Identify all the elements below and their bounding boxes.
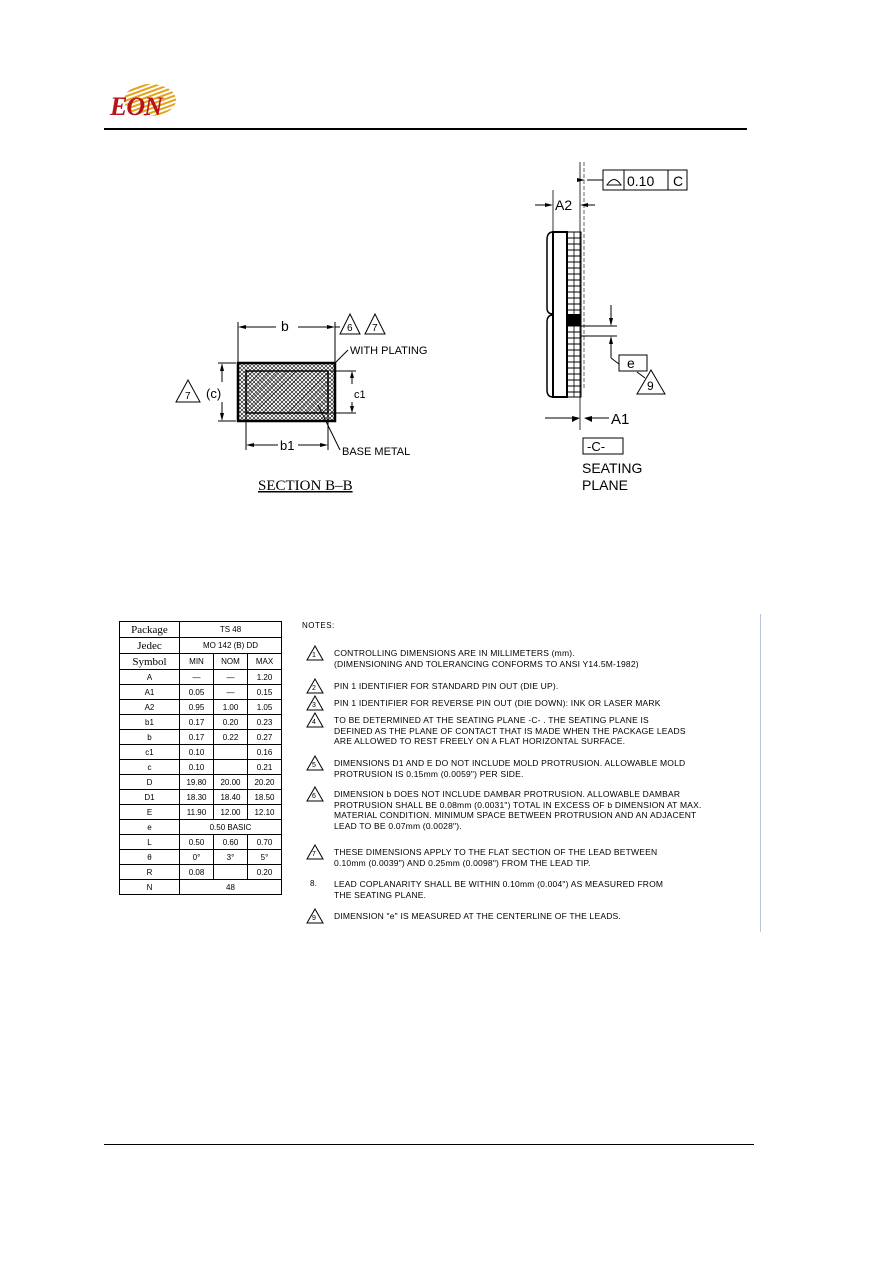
- table-row: [120, 850, 282, 865]
- section-title: SECTION B–B: [258, 478, 353, 494]
- company-logo: [104, 82, 184, 128]
- row-min: 0.05: [180, 685, 214, 700]
- row-max: 0.15: [248, 685, 282, 700]
- section-bb-drawing: [170, 310, 460, 500]
- note-line: PIN 1 IDENTIFIER FOR STANDARD PIN OUT (DIE UP).: [334, 681, 559, 691]
- note-line: PIN 1 IDENTIFIER FOR REVERSE PIN OUT (DIE DOWN): INK OR LASER MARK: [334, 698, 661, 708]
- tolerance-value: 0.10: [627, 173, 655, 189]
- row-symbol: L: [120, 835, 180, 850]
- row-max: 0.16: [248, 745, 282, 760]
- table-row: [120, 880, 282, 895]
- row-value-span: 48: [180, 880, 282, 895]
- note-line: DEFINED AS THE PLANE OF CONTACT THAT IS MADE WHEN THE PACKAGE LEADS: [334, 725, 686, 736]
- label-b: b: [281, 318, 289, 334]
- table-row: [120, 790, 282, 805]
- row-nom: —: [214, 685, 248, 700]
- note-line: DIMENSIONS D1 AND E DO NOT INCLUDE MOLD PROTRUSION. ALLOWABLE MOLD: [334, 758, 686, 768]
- header-package: Package: [120, 622, 180, 638]
- label-a1: A1: [611, 411, 630, 428]
- note-line: PROTRUSION IS 0.15mm (0.0059") PER SIDE.: [334, 768, 524, 779]
- header-min: MIN: [180, 654, 214, 670]
- row-max: 0.23: [248, 715, 282, 730]
- table-row: [120, 805, 282, 820]
- note-line: THESE DIMENSIONS APPLY TO THE FLAT SECTION OF THE LEAD BETWEEN: [334, 847, 658, 857]
- seating-label-line2: PLANE: [582, 477, 628, 493]
- row-symbol: A1: [120, 685, 180, 700]
- table-row: [120, 760, 282, 775]
- table-row: [120, 775, 282, 790]
- row-min: —: [180, 670, 214, 685]
- note-number: 4: [312, 719, 317, 726]
- row-nom: 18.40: [214, 790, 248, 805]
- row-value-span: 0.50 BASIC: [180, 820, 282, 835]
- label-b1: b1: [280, 438, 295, 453]
- row-symbol: R: [120, 865, 180, 880]
- label-e: e: [627, 355, 635, 371]
- row-symbol: c: [120, 760, 180, 775]
- row-symbol: D: [120, 775, 180, 790]
- lead-ladder: [567, 232, 581, 397]
- row-min: 18.30: [180, 790, 214, 805]
- row-nom: [214, 760, 248, 775]
- row-nom: 0.22: [214, 730, 248, 745]
- row-min: 19.80: [180, 775, 214, 790]
- row-symbol: A2: [120, 700, 180, 715]
- tolerance-datum: C: [673, 173, 684, 189]
- with-plating-label: WITH PLATING: [350, 345, 428, 357]
- notes-title: NOTES:: [302, 621, 335, 630]
- row-min: 0.95: [180, 700, 214, 715]
- row-max: 1.05: [248, 700, 282, 715]
- row-symbol: N: [120, 880, 180, 895]
- row-symbol: c1: [120, 745, 180, 760]
- row-max: 0.27: [248, 730, 282, 745]
- row-min: 0.17: [180, 730, 214, 745]
- note-line: 0.10mm (0.0039") AND 0.25mm (0.0098") FROM THE LEAD TIP.: [334, 857, 591, 868]
- row-min: 0.50: [180, 835, 214, 850]
- note-6-marker: 6: [347, 323, 353, 334]
- row-symbol: A: [120, 670, 180, 685]
- dimension-table: [119, 621, 282, 895]
- table-row: [120, 715, 282, 730]
- side-view-drawing: [525, 160, 695, 500]
- table-row: [120, 685, 282, 700]
- row-min: 0.10: [180, 745, 214, 760]
- note-number: 7: [312, 851, 317, 858]
- row-nom: 0.20: [214, 715, 248, 730]
- row-nom: 12.00: [214, 805, 248, 820]
- notes-panel: [292, 614, 761, 932]
- row-nom: 3°: [214, 850, 248, 865]
- note-number: 3: [312, 702, 317, 709]
- row-nom: 20.00: [214, 775, 248, 790]
- note-line: (DIMENSIONING AND TOLERANCING CONFORMS TO ANSI Y14.5M-1982): [334, 658, 639, 669]
- row-symbol: E: [120, 805, 180, 820]
- row-max: 5°: [248, 850, 282, 865]
- row-min: 0°: [180, 850, 214, 865]
- table-row: [120, 670, 282, 685]
- footer-divider: [104, 1144, 754, 1145]
- note-line: DIMENSION "e" IS MEASURED AT THE CENTERLINE OF THE LEADS.: [334, 911, 621, 921]
- jedec-value: MO 142 (B) DD: [180, 638, 282, 654]
- profile-tolerance-icon: [607, 180, 621, 186]
- base-metal-label: BASE METAL: [342, 446, 411, 458]
- table-row: [120, 730, 282, 745]
- note-line: MATERIAL CONDITION. MINIMUM SPACE BETWEEN PROTRUSION AND AN ADJACENT: [334, 810, 697, 820]
- table-row: [120, 820, 282, 835]
- table-row: [120, 745, 282, 760]
- label-a2: A2: [555, 197, 573, 213]
- note-line: THE SEATING PLANE.: [334, 889, 427, 900]
- row-nom: 1.00: [214, 700, 248, 715]
- note-line: CONTROLLING DIMENSIONS ARE IN MILLIMETERS (mm).: [334, 648, 575, 658]
- note-line: TO BE DETERMINED AT THE SEATING PLANE -C- . THE SEATING PLANE IS: [334, 715, 649, 725]
- row-symbol: b: [120, 730, 180, 745]
- row-max: 18.50: [248, 790, 282, 805]
- note-number: 8.: [310, 879, 318, 888]
- note-7-marker: 7: [185, 391, 191, 402]
- note-line: PROTRUSION SHALL BE 0.08mm (0.0031") TOTAL IN EXCESS OF b DIMENSION AT MAX.: [334, 799, 702, 810]
- row-max: 0.70: [248, 835, 282, 850]
- note-number: 2: [312, 685, 317, 692]
- table-row: [120, 835, 282, 850]
- row-nom: —: [214, 670, 248, 685]
- label-c: (c): [206, 386, 222, 401]
- row-min: 0.17: [180, 715, 214, 730]
- row-min: 11.90: [180, 805, 214, 820]
- row-symbol: b1: [120, 715, 180, 730]
- row-nom: [214, 745, 248, 760]
- note-line: ARE ALLOWED TO REST FREELY ON A FLAT HORIZONTAL SURFACE.: [334, 736, 626, 746]
- note-number: 6: [312, 793, 317, 800]
- label-c1: c1: [354, 389, 366, 401]
- header-jedec: Jedec: [120, 638, 180, 654]
- table-row: [120, 865, 282, 880]
- table-row: [120, 700, 282, 715]
- row-nom: [214, 865, 248, 880]
- row-max: 1.20: [248, 670, 282, 685]
- row-symbol: θ: [120, 850, 180, 865]
- table-body: [120, 670, 282, 895]
- package-value: TS 48: [180, 622, 282, 638]
- header-nom: NOM: [214, 654, 248, 670]
- header-divider: [104, 128, 747, 130]
- row-max: 0.21: [248, 760, 282, 775]
- row-max: 20.20: [248, 775, 282, 790]
- note-number: 5: [312, 762, 317, 769]
- row-min: 0.08: [180, 865, 214, 880]
- row-max: 12.10: [248, 805, 282, 820]
- row-symbol: D1: [120, 790, 180, 805]
- row-symbol: e: [120, 820, 180, 835]
- note-9-marker: 9: [647, 379, 654, 393]
- header-symbol: Symbol: [120, 654, 180, 670]
- row-max: 0.20: [248, 865, 282, 880]
- row-min: 0.10: [180, 760, 214, 775]
- note-line: LEAD TO BE 0.07mm (0.0028").: [334, 820, 462, 831]
- note-line: LEAD COPLANARITY SHALL BE WITHIN 0.10mm (0.004") AS MEASURED FROM: [334, 879, 664, 889]
- note-7-marker: 7: [372, 323, 378, 334]
- note-number: 9: [312, 915, 317, 922]
- logo-text: EON: [110, 92, 162, 121]
- seating-label-line1: SEATING: [582, 460, 643, 476]
- note-number: 1: [312, 652, 317, 659]
- row-nom: 0.60: [214, 835, 248, 850]
- note-line: DIMENSION b DOES NOT INCLUDE DAMBAR PROTRUSION. ALLOWABLE DAMBAR: [334, 789, 681, 799]
- datum-c: -C-: [587, 439, 606, 454]
- header-max: MAX: [248, 654, 282, 670]
